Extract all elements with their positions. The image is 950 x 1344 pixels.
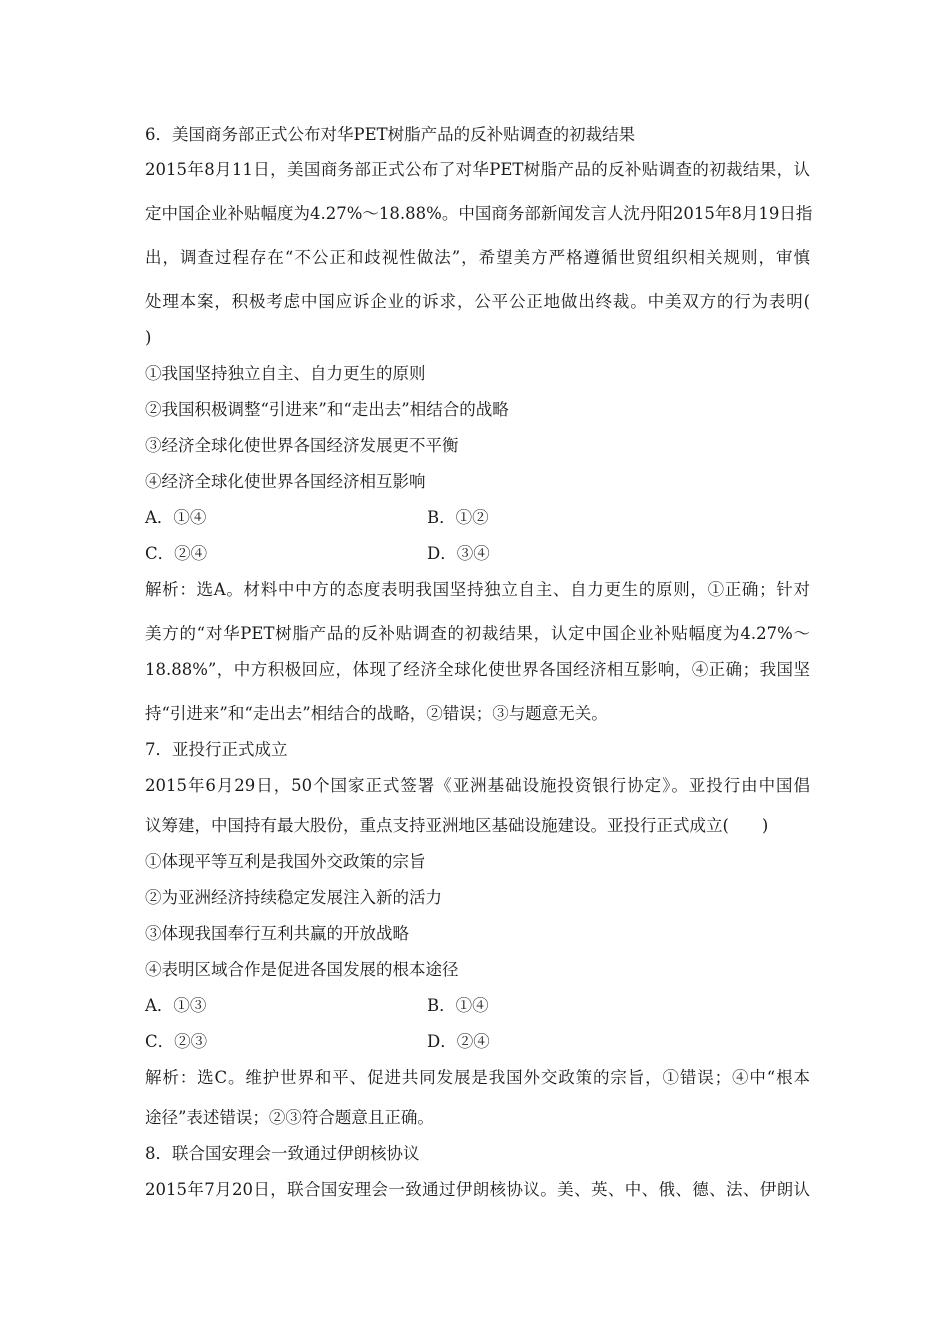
question-7-option-b: B．①④ bbox=[427, 996, 489, 1015]
question-6-item: ②我国积极调整“引进来”和“走出去”相结合的战略 bbox=[145, 400, 509, 419]
question-6-option-a: A．①④ bbox=[145, 508, 207, 527]
question-6-item: ①我国坚持独立自主、自力更生的原则 bbox=[145, 364, 426, 383]
question-7-item: ③体现我国奉行互利共赢的开放战略 bbox=[145, 924, 409, 943]
question-6-analysis-line: 解析：选A。材料中中方的态度表明我国坚持独立自主、自力更生的原则，①正确；针对 bbox=[145, 580, 810, 599]
question-6-option-d: D．③④ bbox=[427, 544, 490, 563]
question-7-item: ②为亚洲经济持续稳定发展注入新的活力 bbox=[145, 888, 442, 907]
question-7-title: 7．亚投行正式成立 bbox=[145, 740, 288, 759]
question-6-stem-line: 出，调查过程存在“不公正和歧视性做法”，希望美方严格遵循世贸组织相关规则，审慎 bbox=[145, 248, 810, 267]
question-6-analysis-line: 持“引进来”和“走出去”相结合的战略，②错误；③与题意无关。 bbox=[145, 704, 608, 723]
question-6-stem-line: ) bbox=[145, 328, 152, 347]
question-6-option-c: C．②④ bbox=[145, 544, 208, 563]
question-6-item: ④经济全球化使世界各国经济相互影响 bbox=[145, 472, 426, 491]
question-7-analysis-line: 途径”表述错误；②③符合题意且正确。 bbox=[145, 1108, 434, 1127]
question-6-stem-line: 2015年8月11日，美国商务部正式公布了对华PET树脂产品的反补贴调查的初裁结果，认 bbox=[145, 160, 810, 179]
question-7-item: ①体现平等互利是我国外交政策的宗旨 bbox=[145, 852, 426, 871]
question-7-stem-line: 议筹建，中国持有最大股份，重点支持亚洲地区基础设施建设。亚投行正式成立( ) bbox=[145, 816, 769, 835]
question-8-stem-line: 2015年7月20日，联合国安理会一致通过伊朗核协议。美、英、中、俄、德、法、伊朗认 bbox=[145, 1180, 810, 1199]
question-6-stem-line: 定中国企业补贴幅度为4.27%～18.88%。中国商务部新闻发言人沈丹阳2015年8月19日指 bbox=[145, 204, 813, 223]
question-7-option-d: D．②④ bbox=[427, 1032, 490, 1051]
question-6-stem-line: 处理本案，积极考虑中国应诉企业的诉求，公平公正地做出终裁。中美双方的行为表明( bbox=[145, 292, 810, 311]
question-6-item: ③经济全球化使世界各国经济发展更不平衡 bbox=[145, 436, 459, 455]
question-6-option-b: B．①② bbox=[427, 508, 489, 527]
question-7-option-a: A．①③ bbox=[145, 996, 207, 1015]
question-7-analysis-line: 解析：选C。维护世界和平、促进共同发展是我国外交政策的宗旨，①错误；④中“根本 bbox=[145, 1068, 810, 1087]
question-7-stem-line: 2015年6月29日，50个国家正式签署《亚洲基础设施投资银行协定》。亚投行由中国倡 bbox=[145, 776, 810, 795]
question-6-analysis-line: 美方的“对华PET树脂产品的反补贴调查的初裁结果，认定中国企业补贴幅度为4.27%～ bbox=[145, 624, 810, 643]
question-6-analysis-line: 18.88%”，中方积极回应，体现了经济全球化使世界各国经济相互影响，④正确；我国坚 bbox=[145, 660, 810, 679]
question-7-item: ④表明区域合作是促进各国发展的根本途径 bbox=[145, 960, 459, 979]
question-7-option-c: C．②③ bbox=[145, 1032, 208, 1051]
question-8-title: 8．联合国安理会一致通过伊朗核协议 bbox=[145, 1144, 420, 1163]
question-6-title: 6．美国商务部正式公布对华PET树脂产品的反补贴调查的初裁结果 bbox=[145, 125, 636, 144]
